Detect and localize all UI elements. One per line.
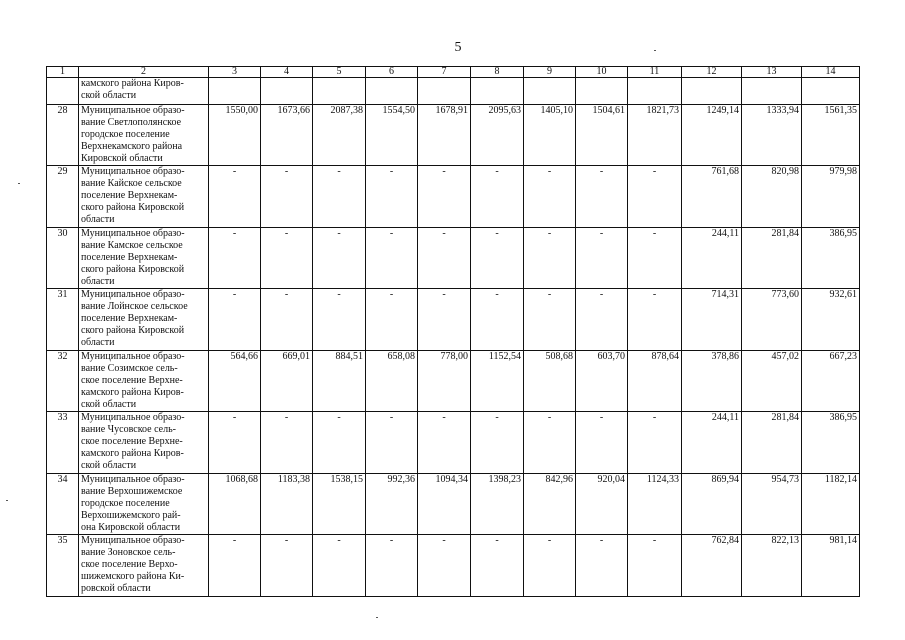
value-cell: - xyxy=(471,228,524,289)
value-cell: - xyxy=(471,535,524,597)
table-row xyxy=(47,535,860,597)
value-cell: - xyxy=(471,289,524,351)
column-number-12: 12 xyxy=(682,67,742,78)
value-cell: 1124,33 xyxy=(628,474,682,535)
municipality-name: Муниципальное образо- вание Зоновское сель- ское поселение Верхо- шижемского района Ки- ровской области xyxy=(79,535,209,597)
value-cell: - xyxy=(313,166,366,228)
column-number-6: 6 xyxy=(366,67,418,78)
column-number-7: 7 xyxy=(418,67,471,78)
row-index: 30 xyxy=(47,228,79,289)
column-number-11: 11 xyxy=(628,67,682,78)
column-number-14: 14 xyxy=(802,67,860,78)
municipality-name: Муниципальное образо- вание Светлополянское городское поселение Верхнекамского района Кировской области xyxy=(79,105,209,166)
value-cell: 508,68 xyxy=(524,351,576,412)
municipality-name: Муниципальное образо- вание Верхошижемское городское поселение Верхошижемского рай- она Кировской области xyxy=(79,474,209,535)
table-row xyxy=(47,166,860,228)
value-cell: - xyxy=(576,412,628,474)
value-cell: - xyxy=(471,412,524,474)
page-number: 5 xyxy=(454,40,462,55)
value-cell xyxy=(524,78,576,105)
value-cell: 1094,34 xyxy=(418,474,471,535)
value-cell: 1504,61 xyxy=(576,105,628,166)
value-cell: - xyxy=(471,166,524,228)
municipality-name: камского района Киров- ской области xyxy=(79,78,209,105)
value-cell: 954,73 xyxy=(742,474,802,535)
value-cell: 714,31 xyxy=(682,289,742,351)
value-cell: 773,60 xyxy=(742,289,802,351)
row-index: 35 xyxy=(47,535,79,597)
value-cell: - xyxy=(209,412,261,474)
value-cell: 842,96 xyxy=(524,474,576,535)
value-cell xyxy=(576,78,628,105)
value-cell: - xyxy=(366,412,418,474)
value-cell: 244,11 xyxy=(682,228,742,289)
value-cell: 1554,50 xyxy=(366,105,418,166)
column-number-2: 2 xyxy=(79,67,209,78)
value-cell: - xyxy=(418,535,471,597)
value-cell: 1183,38 xyxy=(261,474,313,535)
value-cell: 386,95 xyxy=(802,228,860,289)
scan-speck xyxy=(18,183,20,184)
value-cell: - xyxy=(418,166,471,228)
value-cell: 761,68 xyxy=(682,166,742,228)
value-cell xyxy=(628,78,682,105)
scan-speck xyxy=(6,500,8,501)
value-cell: 778,00 xyxy=(418,351,471,412)
column-number-3: 3 xyxy=(209,67,261,78)
value-cell: - xyxy=(366,535,418,597)
table-row xyxy=(47,474,860,535)
value-cell: - xyxy=(313,289,366,351)
value-cell: 920,04 xyxy=(576,474,628,535)
value-cell: - xyxy=(209,289,261,351)
value-cell: 378,86 xyxy=(682,351,742,412)
value-cell: 1182,14 xyxy=(802,474,860,535)
value-cell: 2095,63 xyxy=(471,105,524,166)
table-row xyxy=(47,289,860,351)
municipality-name: Муниципальное образо- вание Чусовское сель- ское поселение Верхне- камского района Киров- ской области xyxy=(79,412,209,474)
value-cell: 281,84 xyxy=(742,412,802,474)
row-index: 33 xyxy=(47,412,79,474)
value-cell: 1561,35 xyxy=(802,105,860,166)
row-index: 32 xyxy=(47,351,79,412)
value-cell: 1068,68 xyxy=(209,474,261,535)
value-cell xyxy=(742,78,802,105)
value-cell: 1152,54 xyxy=(471,351,524,412)
value-cell: - xyxy=(261,535,313,597)
value-cell: - xyxy=(366,166,418,228)
column-number-10: 10 xyxy=(576,67,628,78)
value-cell xyxy=(802,78,860,105)
value-cell xyxy=(682,78,742,105)
table-row xyxy=(47,228,860,289)
value-cell: - xyxy=(209,535,261,597)
scan-speck xyxy=(654,50,656,51)
value-cell: - xyxy=(524,289,576,351)
municipality-name: Муниципальное образо- вание Созимское сель- ское поселение Верхне- камского района Киров- ской области xyxy=(79,351,209,412)
value-cell: - xyxy=(628,289,682,351)
table-row xyxy=(47,105,860,166)
value-cell: 820,98 xyxy=(742,166,802,228)
value-cell: 669,01 xyxy=(261,351,313,412)
column-number-13: 13 xyxy=(742,67,802,78)
value-cell: 1398,23 xyxy=(471,474,524,535)
column-number-8: 8 xyxy=(471,67,524,78)
value-cell: 658,08 xyxy=(366,351,418,412)
column-number-9: 9 xyxy=(524,67,576,78)
value-cell: 1333,94 xyxy=(742,105,802,166)
value-cell: - xyxy=(261,289,313,351)
value-cell: 1538,15 xyxy=(313,474,366,535)
municipality-name: Муниципальное образо- вание Лойнское сельское поселение Верхнекам- ского района Кировской области xyxy=(79,289,209,351)
value-cell: 884,51 xyxy=(313,351,366,412)
value-cell: 762,84 xyxy=(682,535,742,597)
row-index: 31 xyxy=(47,289,79,351)
continuation-row xyxy=(47,78,860,105)
value-cell xyxy=(209,78,261,105)
value-cell: 281,84 xyxy=(742,228,802,289)
value-cell: 1405,10 xyxy=(524,105,576,166)
row-index: 29 xyxy=(47,166,79,228)
value-cell: - xyxy=(576,289,628,351)
value-cell: 1821,73 xyxy=(628,105,682,166)
value-cell: 564,66 xyxy=(209,351,261,412)
value-cell: 869,94 xyxy=(682,474,742,535)
column-number-row xyxy=(47,67,860,78)
value-cell: - xyxy=(261,228,313,289)
value-cell: 822,13 xyxy=(742,535,802,597)
municipality-name: Муниципальное образо- вание Камское сельское поселение Верхнекам- ского района Кировской области xyxy=(79,228,209,289)
column-number-4: 4 xyxy=(261,67,313,78)
tariff-table xyxy=(46,66,860,597)
value-cell: - xyxy=(628,228,682,289)
municipality-name: Муниципальное образо- вание Кайское сельское поселение Верхнекам- ского района Кировской области xyxy=(79,166,209,228)
value-cell: 981,14 xyxy=(802,535,860,597)
value-cell: 992,36 xyxy=(366,474,418,535)
value-cell: - xyxy=(313,228,366,289)
value-cell: - xyxy=(366,228,418,289)
value-cell: - xyxy=(524,166,576,228)
value-cell: - xyxy=(628,535,682,597)
value-cell: 667,23 xyxy=(802,351,860,412)
value-cell: 386,95 xyxy=(802,412,860,474)
value-cell: - xyxy=(418,289,471,351)
value-cell: - xyxy=(628,166,682,228)
value-cell: - xyxy=(418,412,471,474)
value-cell: 979,98 xyxy=(802,166,860,228)
value-cell xyxy=(366,78,418,105)
column-number-5: 5 xyxy=(313,67,366,78)
value-cell: 1678,91 xyxy=(418,105,471,166)
value-cell xyxy=(418,78,471,105)
row-index: 34 xyxy=(47,474,79,535)
value-cell xyxy=(471,78,524,105)
table-row xyxy=(47,351,860,412)
row-index xyxy=(47,78,79,105)
value-cell: - xyxy=(313,535,366,597)
value-cell: 1550,00 xyxy=(209,105,261,166)
value-cell: 1673,66 xyxy=(261,105,313,166)
scan-speck xyxy=(376,617,378,618)
value-cell: - xyxy=(576,228,628,289)
value-cell: 932,61 xyxy=(802,289,860,351)
value-cell: 1249,14 xyxy=(682,105,742,166)
value-cell: - xyxy=(313,412,366,474)
value-cell: - xyxy=(628,412,682,474)
value-cell: - xyxy=(261,412,313,474)
value-cell: - xyxy=(524,412,576,474)
value-cell: - xyxy=(366,289,418,351)
value-cell: - xyxy=(418,228,471,289)
value-cell xyxy=(261,78,313,105)
value-cell: - xyxy=(576,535,628,597)
value-cell: 878,64 xyxy=(628,351,682,412)
column-number-1: 1 xyxy=(47,67,79,78)
value-cell: 457,02 xyxy=(742,351,802,412)
table-row xyxy=(47,412,860,474)
row-index: 28 xyxy=(47,105,79,166)
value-cell xyxy=(313,78,366,105)
value-cell: - xyxy=(209,228,261,289)
value-cell: 603,70 xyxy=(576,351,628,412)
value-cell: - xyxy=(524,228,576,289)
value-cell: 244,11 xyxy=(682,412,742,474)
value-cell: - xyxy=(209,166,261,228)
value-cell: - xyxy=(261,166,313,228)
value-cell: 2087,38 xyxy=(313,105,366,166)
value-cell: - xyxy=(576,166,628,228)
value-cell: - xyxy=(524,535,576,597)
